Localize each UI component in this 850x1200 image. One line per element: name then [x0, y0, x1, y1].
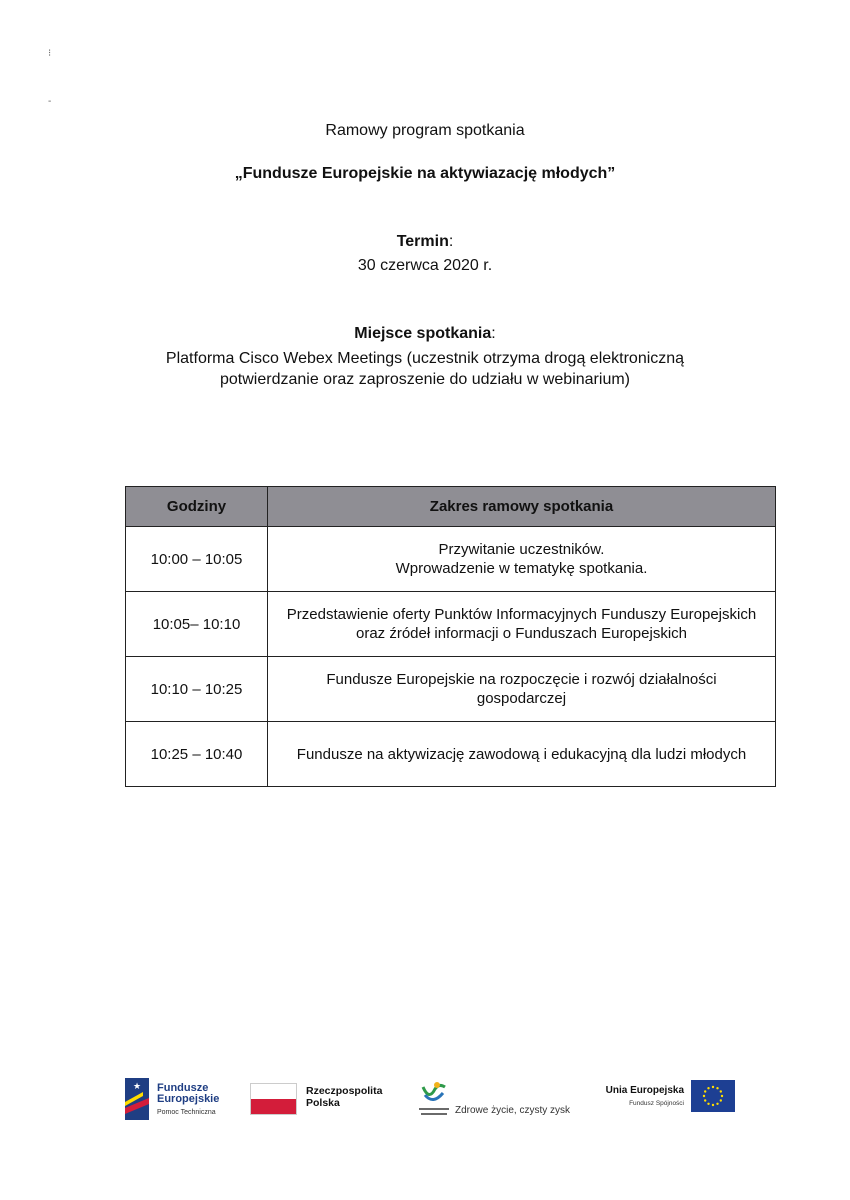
warmia-mazury-logo — [415, 1079, 585, 1125]
description-line: Przedstawienie oferty Punktów Informacyjnych Funduszy Europejskich — [286, 606, 757, 623]
document-subtitle: Ramowy program spotkania — [325, 122, 525, 139]
description-line: oraz źródeł informacji o Funduszach Europejskich — [356, 625, 687, 642]
table-row — [126, 657, 776, 722]
ue-subtitle: Fundusz Spójności — [629, 1100, 684, 1107]
fe-label — [157, 1083, 219, 1118]
rp-line: Rzeczpospolita — [306, 1085, 383, 1097]
fe-line: Fundusze — [157, 1082, 209, 1094]
footer-logos — [0, 1075, 850, 1135]
description-cell — [268, 722, 776, 787]
fundusze-europejskie-logo — [125, 1078, 255, 1122]
fe-subtitle: Pomoc Techniczna — [157, 1109, 216, 1116]
term-label-colon: : — [448, 233, 454, 250]
rp-label — [306, 1085, 382, 1109]
wm-tagline: Zdrowe życie, czysty zysk — [455, 1105, 571, 1116]
time-cell: 10:05– 10:10 — [126, 592, 268, 657]
svg-text:★: ★ — [132, 1082, 142, 1092]
description-cell — [268, 527, 776, 592]
scan-mark: ⁝ — [48, 48, 52, 59]
ue-label — [594, 1085, 684, 1109]
eu-flag-icon — [691, 1080, 735, 1112]
place-heading — [0, 325, 850, 343]
table-row — [126, 592, 776, 657]
time-cell: 10:00 – 10:05 — [126, 527, 268, 592]
place-label-colon: : — [491, 325, 496, 342]
table-row — [126, 722, 776, 787]
time-cell: 10:25 – 10:40 — [126, 722, 268, 787]
fundusze-europejskie-icon — [125, 1078, 149, 1120]
term-label: Termin — [396, 233, 449, 250]
description-line: Wprowadzenie w tematykę spotkania. — [395, 560, 648, 577]
table-row — [126, 527, 776, 592]
ue-line: Unia Europejska — [605, 1085, 684, 1096]
description-line: Fundusze na aktywizację zawodową i edukacyjną dla ludzi młodych — [296, 745, 747, 763]
description-cell — [268, 657, 776, 722]
unia-europejska-logo — [594, 1080, 739, 1120]
polish-flag-icon — [250, 1083, 297, 1115]
eu-stars-icon — [691, 1080, 735, 1112]
description-line: Przywitanie uczestników. — [438, 541, 605, 558]
rzeczpospolita-polska-logo — [250, 1083, 390, 1117]
term-value: 30 czerwca 2020 r. — [357, 257, 493, 274]
schedule-header-row — [126, 487, 776, 527]
scan-mark: - — [48, 96, 52, 107]
document-title: „Fundusze Europejskie na aktywiazację młodych” — [234, 165, 616, 182]
fe-line: Europejskie — [157, 1093, 220, 1105]
description-cell — [268, 592, 776, 657]
place-line: potwierdzanie oraz zaproszenie do udziału w webinarium) — [220, 371, 630, 388]
column-header-hours: Godziny — [126, 487, 268, 527]
term-heading — [0, 233, 850, 251]
description-line: Fundusze Europejskie na rozpoczęcie i rozwój działalności — [326, 671, 717, 688]
time-cell: 10:10 – 10:25 — [126, 657, 268, 722]
place-line: Platforma Cisco Webex Meetings (uczestnik otrzyma drogą elektroniczną — [165, 350, 685, 367]
rp-line: Polska — [306, 1097, 340, 1109]
schedule-table — [125, 486, 776, 787]
warmia-mazury-icon — [415, 1079, 453, 1121]
description-line: gospodarczej — [476, 690, 567, 707]
place-label: Miejsce spotkania — [354, 325, 492, 342]
place-value — [0, 348, 850, 390]
column-header-scope: Zakres ramowy spotkania — [268, 487, 776, 527]
